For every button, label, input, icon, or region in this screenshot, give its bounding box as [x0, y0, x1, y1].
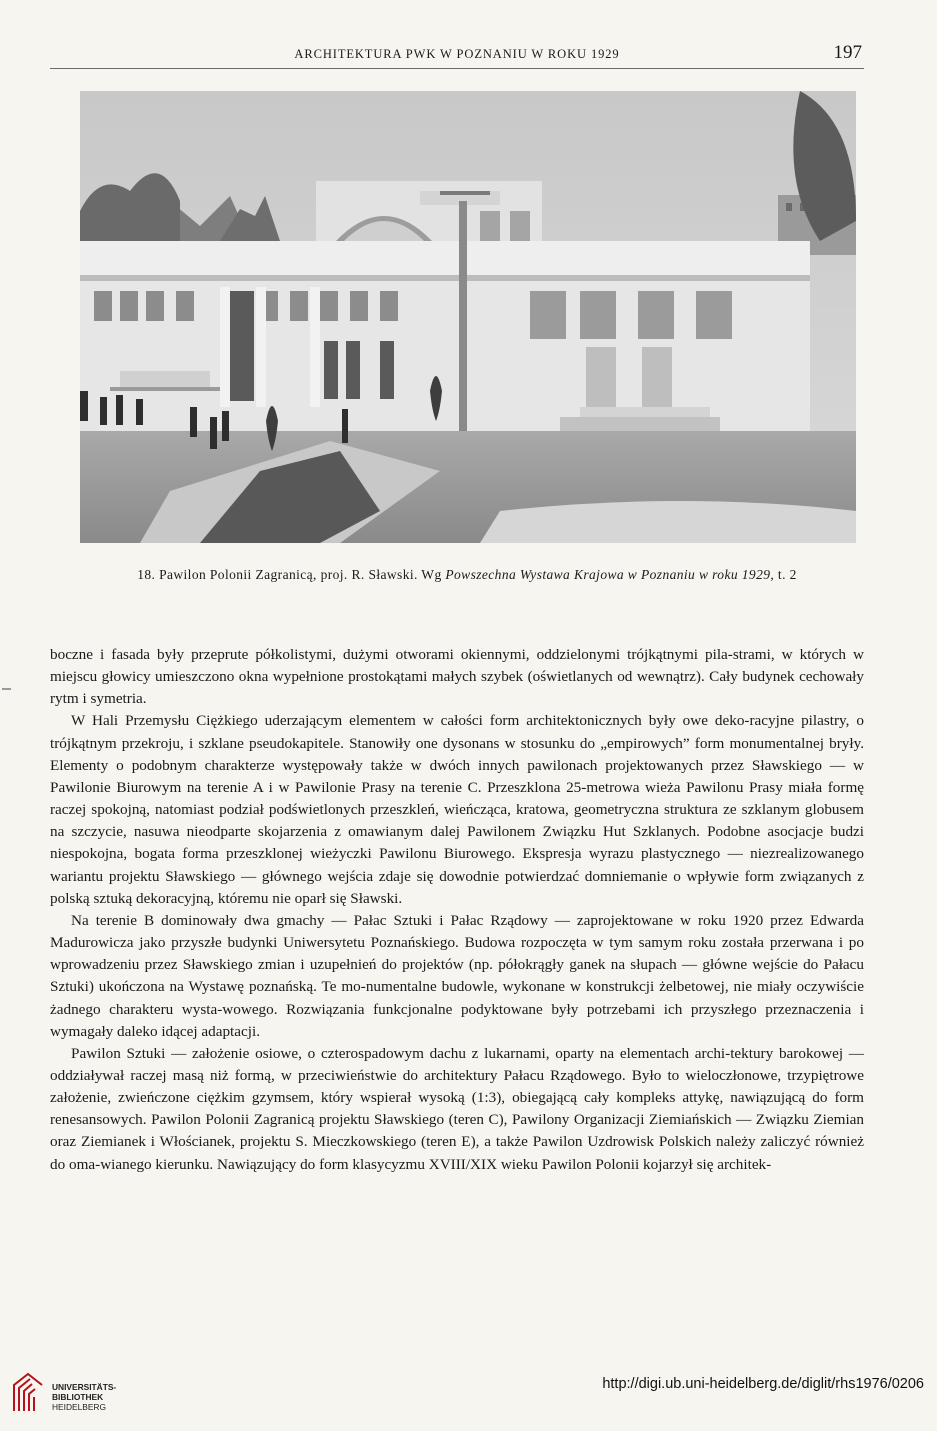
running-header — [50, 44, 864, 69]
caption-tail: , t. 2 — [770, 567, 797, 582]
photo-icon — [80, 91, 856, 543]
library-logo-text — [52, 1382, 116, 1412]
logo-line-2: BIBLIOTHEK — [52, 1392, 104, 1402]
caption-source: Powszechna Wystawa Krajowa w Poznaniu w roku 1929 — [445, 567, 771, 582]
figure-caption — [50, 567, 884, 583]
library-logo-icon — [10, 1371, 46, 1415]
logo-line-1: UNIVERSITÄTS- — [52, 1382, 117, 1392]
margin-mark — [2, 688, 11, 690]
paragraph-2: W Hali Przemysłu Ciężkiego uderzającym elementem w całości form architektonicznych były owe deko-racyjne pilastry, o trójkątnym przekroju, i szklane pseudokapitele. Stanowiły one dysonans w stosunku do „empirowych” form monumentalnej bryły. Elementy o podobnym charakterze występowały także w dwóch innych pawilonach projektowanych przez Sławskiego — w Pawilonie Biurowym na terenie A i w Pawilonie Prasy na terenie C. Przeszklona 25-metrowa wieża Pawilonu Prasy miała formę raczej spokojną, natomiast podział podświetlonych przeszkleń, wieńcząca, kratowa, geometryczna struktura ze szklanym globusem na szczycie, nasuwa nieodparte skojarzenia z omawianym dalej Pawilonem Związku Hut Szklanych. Podobne asocjacje budzi niespokojna, bogata forma przeszklonej wieżyczki Pawilonu Biurowego. Ekspresja wyrazu plastycznego — niezrealizowanego wariantu projektu Sławskiego — głównego wejścia zdaje się dowodnie potwierdzać domniemanie o wpływie form związanych z polską sztuką dekoracyjną, któremu nie oparł się Sławski. — [50, 712, 864, 907]
logo-line-3: HEIDELBERG — [52, 1402, 106, 1412]
article-body — [50, 644, 864, 1176]
paragraph-4: Pawilon Sztuki — założenie osiowe, o czterospadowym dachu z lukarnami, oparty na elementach archi-tektury barokowej — oddziaływał raczej masą niż formą, w przeciwieństwie do architektury Pałacu Rządowego. Było to wieloczłonowe, trzypiętrowe założenie, zwieńczone ciężkim gzymsem, który wspierał wysoką (1:3), obiegającą cały kompleks attykę, nawiązującą do form renesansowych. Pawilon Polonii Zagranicą projektu Sławskiego (teren C), Pawilony Organizacji Ziemiańskich — Związku Ziemian oraz Ziemianek i Włościanek, projektu S. Mieczkowskiego (teren E), a także Pawilon Uzdrowisk Polskich należy zaliczyć również do oma-wianego kierunku. Nawiązujący do form klasycyzmu XVIII/XIX wieku Pawilon Polonii kojarzył się architek- — [50, 1044, 864, 1173]
figure-photo — [80, 91, 856, 543]
library-logo[interactable] — [10, 1371, 150, 1417]
paragraph-3: Na terenie B dominowały dwa gmachy — Pałac Sztuki i Pałac Rządowy — zaprojektowane w roku 1920 przez Edwarda Madurowicza jako przyszłe budynki Uniwersytetu Poznańskiego. Budowa rozpoczęta w tym samym roku została przerwana i po wprowadzeniu przez Sławskiego zmian i uzupełnień do projektów (np. półokrągły ganek na słupach — główne wejście do Pałacu Sztuki) ukończona na Wystawę poznańską. Te mo-numentalne budowle, wykonane w konstrukcji żelbetowej, nie miały oczywiście żadnego charakteru wysta-wowego. Rozwiązania funkcjonalne podyktowane były potrzebami ich przyszłego przeznaczenia i wymagały daleko idącej adaptacji. — [50, 911, 864, 1040]
paragraph-1: boczne i fasada były przeprute półkolistymi, dużymi otworami okiennymi, oddzielonymi trójkątnymi pila-strami, w których w miejscu głowicy umieszczono okna wypełnione prostokątami małych szybek (oświetlanych od wewnątrz). Cały budynek cechowały rytm i symetria. — [50, 646, 864, 708]
page-number: 197 — [833, 42, 862, 63]
running-title: ARCHITEKTURA PWK W POZNANIU W ROKU 1929 — [294, 47, 620, 61]
caption-lead: 18. Pawilon Polonii Zagranicą, proj. R. Sławski. Wg — [137, 567, 446, 582]
source-url-link[interactable]: http://digi.ub.uni-heidelberg.de/diglit/rhs1976/0206 — [602, 1376, 924, 1392]
